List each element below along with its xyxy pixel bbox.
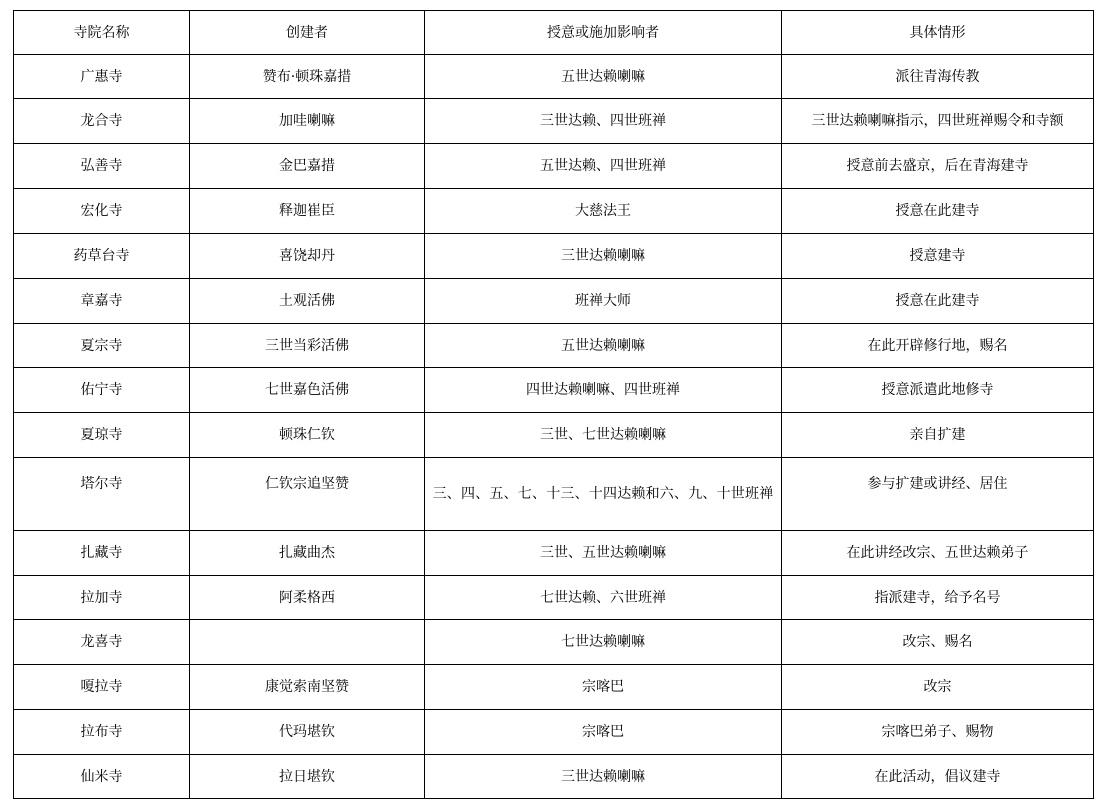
cell-temple-name: 夏宗寺	[14, 324, 190, 368]
cell-temple-name: 拉布寺	[14, 710, 190, 755]
cell-founder: 喜饶却丹	[190, 234, 425, 279]
table-row	[14, 620, 1094, 665]
cell-influencer: 班禅大师	[425, 279, 782, 324]
cell-details: 参与扩建或讲经、居住	[782, 458, 1094, 531]
cell-influencer: 七世达赖、六世班禅	[425, 576, 782, 620]
cell-details: 在此开辟修行地，赐名	[782, 324, 1094, 368]
cell-temple-name: 药草台寺	[14, 234, 190, 279]
table-row	[14, 234, 1094, 279]
cell-founder: 阿柔格西	[190, 576, 425, 620]
cell-influencer: 三世达赖喇嘛	[425, 234, 782, 279]
cell-temple-name: 广惠寺	[14, 55, 190, 99]
cell-details: 宗喀巴弟子、赐物	[782, 710, 1094, 755]
cell-details: 派往青海传教	[782, 55, 1094, 99]
cell-details: 在此活动，倡议建寺	[782, 755, 1094, 799]
cell-founder: 加哇喇嘛	[190, 99, 425, 144]
cell-influencer: 宗喀巴	[425, 665, 782, 710]
cell-temple-name: 龙喜寺	[14, 620, 190, 665]
cell-details: 改宗、赐名	[782, 620, 1094, 665]
table-row	[14, 665, 1094, 710]
cell-temple-name: 扎藏寺	[14, 531, 190, 576]
table-row	[14, 99, 1094, 144]
cell-details: 三世达赖喇嘛指示，四世班禅赐令和寺额	[782, 99, 1094, 144]
header-cell-founder: 创建者	[190, 11, 425, 55]
header-cell-influencer: 授意或施加影响者	[425, 11, 782, 55]
header-cell-temple-name: 寺院名称	[14, 11, 190, 55]
header-cell-details: 具体情形	[782, 11, 1094, 55]
table-row	[14, 189, 1094, 234]
cell-founder: 拉日堪钦	[190, 755, 425, 799]
cell-details: 改宗	[782, 665, 1094, 710]
table-row	[14, 531, 1094, 576]
table-row	[14, 144, 1094, 189]
cell-founder: 代玛堪钦	[190, 710, 425, 755]
table-row	[14, 324, 1094, 368]
cell-influencer: 四世达赖喇嘛、四世班禅	[425, 368, 782, 413]
cell-influencer: 宗喀巴	[425, 710, 782, 755]
cell-founder: 土观活佛	[190, 279, 425, 324]
cell-details: 授意在此建寺	[782, 279, 1094, 324]
temple-table	[13, 10, 1094, 799]
header-row	[14, 11, 1094, 55]
cell-temple-name: 龙合寺	[14, 99, 190, 144]
cell-details: 授意派遣此地修寺	[782, 368, 1094, 413]
table-row	[14, 576, 1094, 620]
table-row	[14, 368, 1094, 413]
table-row	[14, 458, 1094, 531]
cell-influencer: 大慈法王	[425, 189, 782, 234]
table-row	[14, 755, 1094, 799]
cell-temple-name: 夏琼寺	[14, 413, 190, 458]
cell-founder: 金巴嘉措	[190, 144, 425, 189]
cell-temple-name: 弘善寺	[14, 144, 190, 189]
cell-temple-name: 仙米寺	[14, 755, 190, 799]
cell-influencer: 三世、七世达赖喇嘛	[425, 413, 782, 458]
cell-founder: 三世当彩活佛	[190, 324, 425, 368]
table-body	[14, 11, 1094, 799]
cell-temple-name: 宏化寺	[14, 189, 190, 234]
cell-temple-name: 塔尔寺	[14, 458, 190, 531]
table-row	[14, 55, 1094, 99]
cell-temple-name: 嗄拉寺	[14, 665, 190, 710]
cell-details: 授意在此建寺	[782, 189, 1094, 234]
cell-details: 授意建寺	[782, 234, 1094, 279]
cell-influencer: 三世达赖喇嘛	[425, 755, 782, 799]
cell-founder: 康觉索南坚赞	[190, 665, 425, 710]
cell-temple-name: 拉加寺	[14, 576, 190, 620]
cell-founder: 七世嘉色活佛	[190, 368, 425, 413]
cell-details: 亲自扩建	[782, 413, 1094, 458]
cell-influencer: 五世达赖喇嘛	[425, 324, 782, 368]
cell-details: 指派建寺，给予名号	[782, 576, 1094, 620]
cell-details: 在此讲经改宗、五世达赖弟子	[782, 531, 1094, 576]
cell-founder: 赞布·顿珠嘉措	[190, 55, 425, 99]
cell-founder: 仁钦宗追坚赞	[190, 458, 425, 531]
cell-influencer: 五世达赖、四世班禅	[425, 144, 782, 189]
cell-details: 授意前去盛京，后在青海建寺	[782, 144, 1094, 189]
cell-founder	[190, 620, 425, 665]
cell-founder: 扎藏曲杰	[190, 531, 425, 576]
cell-founder: 顿珠仁钦	[190, 413, 425, 458]
cell-influencer: 三世、五世达赖喇嘛	[425, 531, 782, 576]
cell-influencer: 五世达赖喇嘛	[425, 55, 782, 99]
cell-influencer: 七世达赖喇嘛	[425, 620, 782, 665]
cell-influencer: 三世达赖、四世班禅	[425, 99, 782, 144]
cell-temple-name: 佑宁寺	[14, 368, 190, 413]
cell-influencer: 三、四、五、七、十三、十四达赖和六、九、十世班禅	[425, 458, 782, 531]
table-row	[14, 710, 1094, 755]
table-row	[14, 413, 1094, 458]
cell-temple-name: 章嘉寺	[14, 279, 190, 324]
cell-founder: 释迦崔臣	[190, 189, 425, 234]
table-row	[14, 279, 1094, 324]
